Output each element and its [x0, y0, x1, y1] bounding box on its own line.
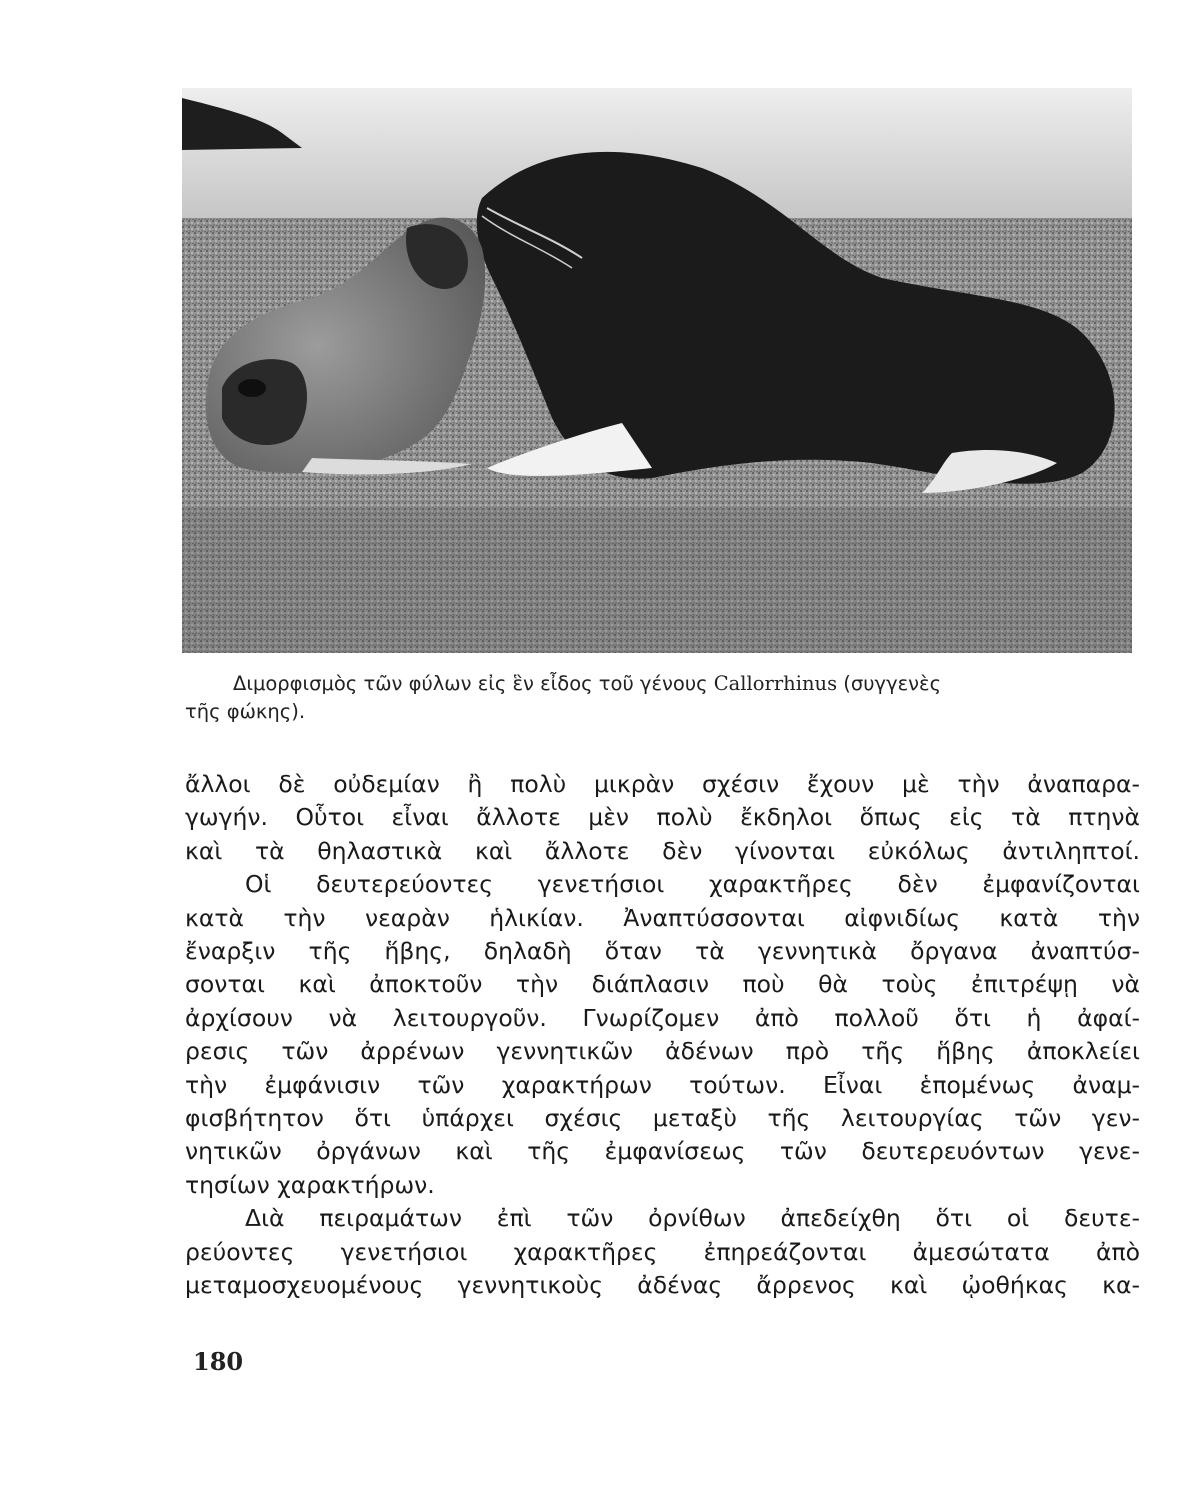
- caption-line-1: [185, 670, 1125, 698]
- body-text: [185, 768, 1140, 1303]
- text-line: ἄλλοι δὲ οὐδεμίαν ἢ πολὺ μικρὰν σχέσιν ἔχουν μὲ τὴν ἀναπαρα-: [185, 770, 1140, 798]
- page-number: 180: [193, 1347, 244, 1376]
- text-line: ἔναρξιν τῆς ἥβης, δηλαδὴ ὅταν τὰ γεννητικὰ ὄργανα ἀναπτύσ-: [185, 937, 1140, 966]
- text-line: καὶ τὰ θηλαστικὰ καὶ ἄλλοτε δὲν γίνονται εὐκόλως ἀντιληπτοί.: [185, 836, 1140, 865]
- text-line: νητικῶν ὀργάνων καὶ τῆς ἐμφανίσεως τῶν δευτερευόντων γενε-: [185, 1137, 1140, 1166]
- text-line: σονται καὶ ἀποκτοῦν τὴν διάπλασιν ποὺ θὰ τοὺς ἐπιτρέψῃ νὰ: [185, 970, 1140, 999]
- text-line: τησίων χαρακτήρων.: [185, 1170, 435, 1199]
- text-line: Διὰ πειραμάτων ἐπὶ τῶν ὀρνίθων ἀπεδείχθη ὅτι οἱ δευτε-: [245, 1204, 1140, 1233]
- figure-caption: [185, 670, 1125, 726]
- seal-photograph: [182, 88, 1132, 653]
- text-line: κατὰ τὴν νεαρὰν ἡλικίαν. Ἀναπτύσσονται αἰφνιδίως κατὰ τὴν: [185, 903, 1140, 932]
- text-line: φισβήτητον ὅτι ὑπάρχει σχέσις μεταξὺ τῆς λειτουργίας τῶν γεν-: [185, 1104, 1140, 1133]
- caption-line-2: τῆς φώκης).: [185, 700, 306, 723]
- caption-text: Διμορφισμὸς τῶν φύλων εἰς ἓν εἶδος τοῦ γένους: [233, 672, 708, 695]
- text-line: ρεσις τῶν ἀρρένων γεννητικῶν ἀδένων πρὸ τῆς ἥβης ἀποκλείει: [185, 1037, 1140, 1066]
- caption-tail: (συγγενὲς: [843, 672, 942, 695]
- text-line: ἀρχίσουν νὰ λειτουργοῦν. Γνωρίζομεν ἀπὸ πολλοῦ ὅτι ἡ ἀφαί-: [185, 1003, 1140, 1032]
- text-line: γωγήν. Οὗτοι εἶναι ἄλλοτε μὲν πολὺ ἔκδηλοι ὅπως εἰς τὰ πτηνὰ: [185, 803, 1140, 832]
- text-line: τὴν ἐμφάνισιν τῶν χαρακτήρων τούτων. Εἶναι ἑπομένως ἀναμ-: [185, 1070, 1140, 1099]
- text-line: μεταμοσχευομένους γεννητικοὺς ἀδένας ἄρρενος καὶ ᾠοθήκας κα-: [185, 1271, 1140, 1300]
- text-line: ρεύοντες γενετήσιοι χαρακτῆρες ἐπηρεάζονται ἀμεσώτατα ἀπὸ: [185, 1237, 1140, 1266]
- caption-genus: Callorrhinus: [713, 672, 838, 695]
- seal-photo-illustration: [182, 88, 1132, 653]
- text-line: Οἱ δευτερεύοντες γενετήσιοι χαρακτῆρες δὲν ἐμφανίζονται: [245, 870, 1140, 899]
